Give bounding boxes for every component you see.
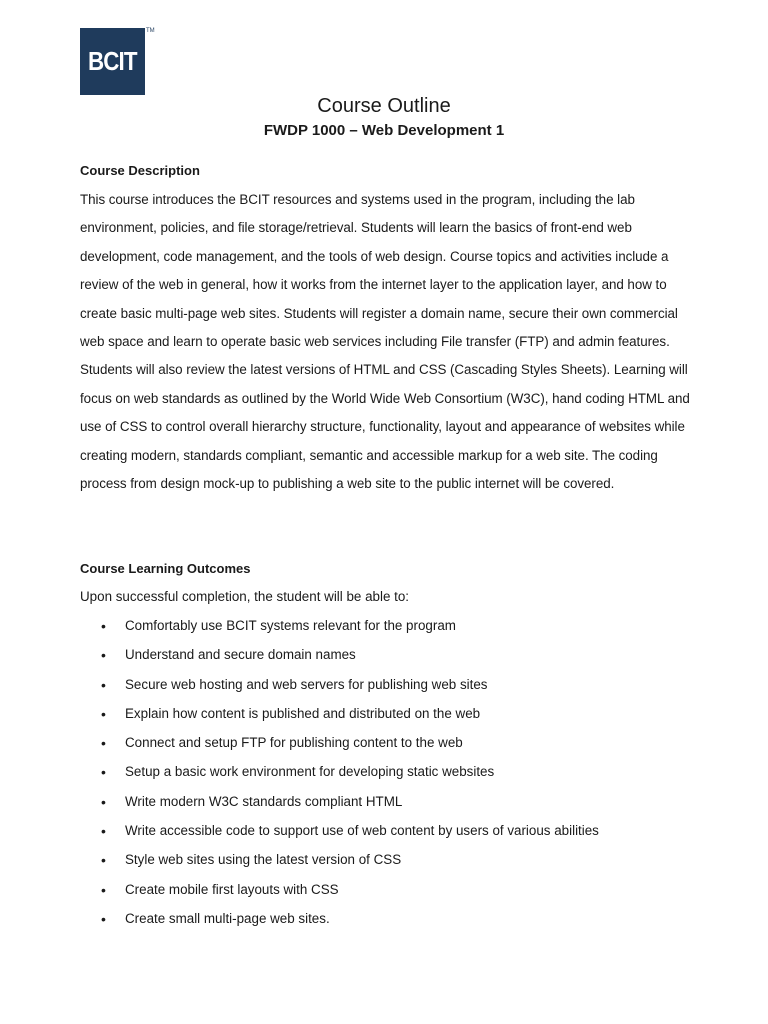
list-item: • Write accessible code to support use of web content by users of various abilities — [80, 821, 720, 850]
bcit-logo — [80, 28, 145, 95]
list-item: • Create mobile first layouts with CSS — [80, 880, 720, 909]
learning-outcomes-heading: Course Learning Outcomes — [80, 561, 251, 576]
course-description-body: This course introduces the BCIT resources and systems used in the program, including the lab environment, policies, and file storage/retrieval. Students will learn the basics of front-end web development, code management, and the tools of web design. Course topics and activities include a review of the web in general, how it works from the internet layer to the application layer, and how to create basic multi-page web sites. Students will register a domain name, secure their own commercial web space and learn to operate basic web services including File transfer (FTP) and admin features. Students will also review the latest versions of HTML and CSS (Cascading Styles Sheets). Learning will focus on web standards as outlined by the World Wide Web Consortium (W3C), hand coding HTML and use of CSS to control overall hierarchy structure, functionality, layout and appearance of websites while creating modern, standards compliant, semantic and accessible markup for a web site. The coding process from design mock-up to publishing a web site to the public internet will be covered. — [80, 192, 690, 492]
list-item: • Understand and secure domain names — [80, 645, 720, 674]
list-item: • Explain how content is published and distributed on the web — [80, 704, 720, 733]
logo-trademark: TM — [146, 28, 155, 34]
list-item: • Write modern W3C standards compliant HTML — [80, 792, 720, 821]
list-item: • Setup a basic work environment for developing static websites — [80, 762, 720, 791]
list-item: • Comfortably use BCIT systems relevant for the program — [80, 616, 720, 645]
list-item: • Secure web hosting and web servers for publishing web sites — [80, 675, 720, 704]
logo-text: BCIT — [88, 46, 137, 76]
course-code-title: FWDP 1000 – Web Development 1 — [263, 122, 505, 139]
list-item: • Connect and setup FTP for publishing content to the web — [80, 733, 720, 762]
list-item: • Style web sites using the latest version of CSS — [80, 850, 720, 879]
course-description-heading: Course Description — [80, 163, 200, 178]
page-title: Course Outline — [317, 95, 451, 117]
learning-outcomes-list — [80, 616, 720, 938]
list-item: • Create small multi-page web sites. — [80, 909, 720, 938]
learning-outcomes-intro: Upon successful completion, the student will be able to: — [80, 589, 409, 604]
